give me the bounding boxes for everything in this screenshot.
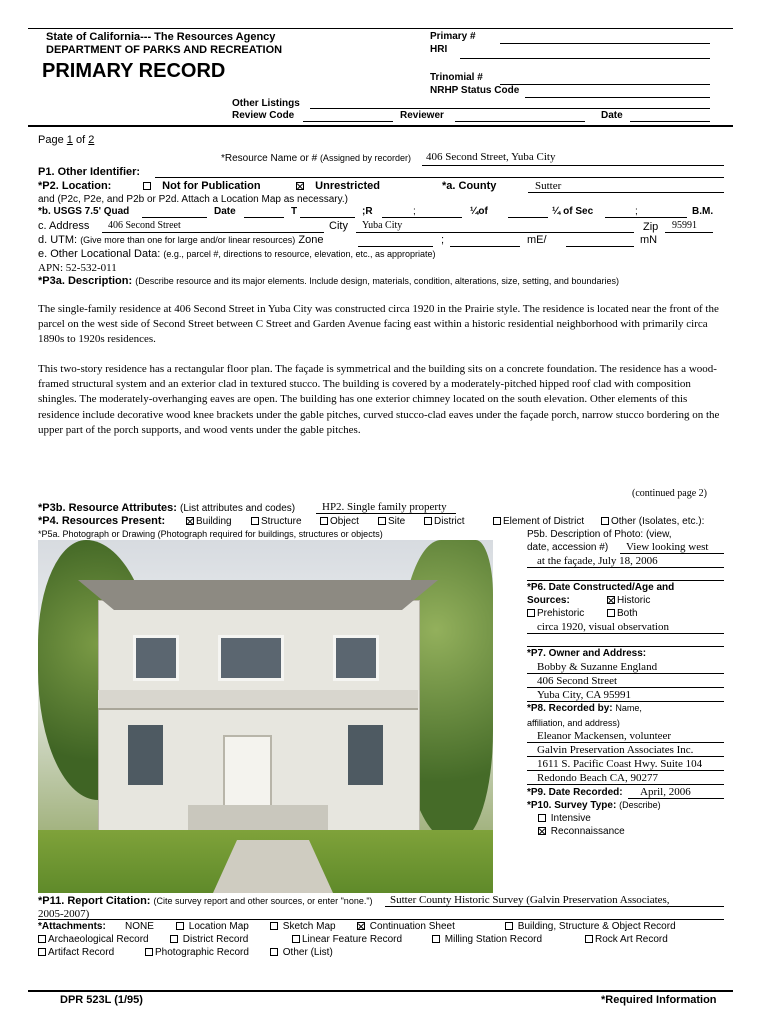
review-date-field[interactable] bbox=[630, 121, 710, 122]
p3a-label-row: *P3a. Description: (Describe resource and its major elements. Include design, materials, condition, alterations, size, setting, and boundaries) bbox=[38, 275, 619, 287]
p3b-value[interactable]: HP2. Single family property bbox=[322, 501, 447, 513]
resource-name-label: *Resource Name or # (Assigned by recorder) bbox=[221, 153, 411, 164]
intensive-checkbox[interactable] bbox=[538, 814, 546, 822]
p5b-label: P5b. Description of Photo: (view, bbox=[527, 529, 672, 540]
attach-artifact-record[interactable]: Artifact Record bbox=[38, 947, 114, 958]
p6-divider bbox=[527, 646, 724, 647]
p5b-label-2: date, accession #) bbox=[527, 542, 609, 553]
section-field[interactable] bbox=[605, 217, 687, 218]
continued-note: (continued page 2) bbox=[632, 488, 707, 499]
p1-label: P1. Other Identifier: bbox=[38, 166, 141, 178]
township-label: T bbox=[291, 206, 298, 217]
sketch-map-checkbox[interactable] bbox=[270, 922, 278, 930]
archaeological-record-checkbox[interactable] bbox=[38, 935, 46, 943]
zip-label: Zip bbox=[643, 221, 659, 233]
attach-milling-record[interactable]: Milling Station Record bbox=[432, 934, 542, 945]
attachments-none[interactable]: NONE bbox=[125, 921, 154, 932]
p8-line-1[interactable]: Eleanor Mackensen, volunteer bbox=[537, 730, 672, 742]
element-of-district-checkbox[interactable] bbox=[493, 517, 501, 525]
utm-easting-field[interactable] bbox=[450, 246, 520, 247]
p4-other-option[interactable]: Other (Isolates, etc.): bbox=[601, 516, 704, 527]
quarter-field[interactable] bbox=[508, 217, 548, 218]
attach-district-record[interactable]: District Record bbox=[170, 934, 248, 945]
p4-element-option[interactable]: Element of District bbox=[493, 516, 584, 527]
p4-building-option[interactable]: Building bbox=[186, 516, 232, 527]
range-label: ;R bbox=[362, 206, 373, 217]
review-code-field[interactable] bbox=[303, 121, 393, 122]
nrhp-field[interactable] bbox=[525, 97, 710, 98]
p1-field[interactable] bbox=[155, 177, 724, 178]
p8-line-3[interactable]: 1611 S. Pacific Coast Hwy. Suite 104 bbox=[537, 758, 703, 770]
department-name: DEPARTMENT OF PARKS AND RECREATION bbox=[46, 44, 283, 56]
linear-record-checkbox[interactable] bbox=[292, 935, 300, 943]
site-checkbox[interactable] bbox=[378, 517, 386, 525]
section-separator: ; bbox=[635, 206, 638, 217]
rock-art-record-checkbox[interactable] bbox=[585, 935, 593, 943]
trinomial-field[interactable] bbox=[500, 84, 710, 85]
utm-northing-field[interactable] bbox=[566, 246, 634, 247]
county-label: *a. County bbox=[442, 180, 497, 192]
house-photograph bbox=[38, 540, 493, 893]
agency-name: State of California--- The Resources Agency bbox=[46, 31, 276, 43]
p7-field-3 bbox=[527, 701, 724, 702]
object-checkbox[interactable] bbox=[320, 517, 328, 525]
p2-label: *P2. Location: bbox=[38, 180, 112, 192]
p3b-field bbox=[316, 513, 456, 514]
p4-district-option[interactable]: District bbox=[424, 516, 465, 527]
mn-label: mN bbox=[640, 234, 658, 246]
continuation-sheet-checkbox[interactable] bbox=[357, 922, 365, 930]
p10-reconnaissance-option[interactable]: Reconnaissance bbox=[538, 826, 625, 837]
p8-field-3 bbox=[527, 770, 724, 771]
nrhp-label: NRHP Status Code bbox=[430, 85, 520, 96]
attach-archaeological-record[interactable]: Archaeological Record bbox=[38, 934, 149, 945]
city-field bbox=[356, 232, 634, 233]
reviewer-field[interactable] bbox=[455, 121, 585, 122]
artifact-record-checkbox[interactable] bbox=[38, 948, 46, 956]
p11-field bbox=[385, 906, 724, 907]
header-rule bbox=[28, 125, 733, 127]
attach-sketch-map[interactable]: Sketch Map bbox=[270, 921, 336, 932]
p6-prehistoric-option[interactable]: Prehistoric bbox=[527, 608, 584, 619]
reviewer-label: Reviewer bbox=[400, 110, 444, 121]
quarter-sec-label: ¼ of Sec bbox=[552, 206, 594, 217]
range-field[interactable] bbox=[382, 217, 462, 218]
district-record-checkbox[interactable] bbox=[170, 935, 178, 943]
p5b-value-2[interactable]: at the façade, July 18, 2006 bbox=[537, 555, 658, 567]
p7-field-2 bbox=[527, 687, 724, 688]
unrestricted-option[interactable]: Unrestricted bbox=[296, 180, 380, 192]
reconnaissance-checkbox[interactable] bbox=[538, 827, 546, 835]
review-code-label: Review Code bbox=[232, 110, 295, 121]
historic-checkbox[interactable] bbox=[607, 596, 615, 604]
p7-field-1 bbox=[527, 673, 724, 674]
attach-continuation-sheet[interactable]: Continuation Sheet bbox=[357, 921, 455, 932]
form-title: PRIMARY RECORD bbox=[42, 60, 226, 82]
photographic-record-checkbox[interactable] bbox=[145, 948, 153, 956]
p9-value[interactable]: April, 2006 bbox=[640, 786, 691, 798]
p7-label: *P7. Owner and Address: bbox=[527, 648, 647, 659]
usgs-date-field[interactable] bbox=[244, 217, 284, 218]
primary-label: Primary # bbox=[430, 31, 476, 42]
other-listings-label: Other Listings bbox=[232, 98, 300, 109]
attach-other-list[interactable]: Other (List) bbox=[270, 947, 333, 958]
p4-label: *P4. Resources Present: bbox=[38, 515, 166, 527]
p9-label: *P9. Date Recorded: bbox=[527, 787, 623, 798]
top-rule bbox=[28, 28, 733, 29]
structure-checkbox[interactable] bbox=[251, 517, 259, 525]
p5b-divider bbox=[527, 580, 724, 581]
p10-label-row: *P10. Survey Type: (Describe) bbox=[527, 800, 661, 811]
other-locational-label: e. Other Locational Data: (e.g., parcel #, directions to resource, elevation, etc., as appropriate) bbox=[38, 248, 436, 260]
p7-line-1[interactable]: Bobby & Suzanne England bbox=[537, 661, 658, 673]
attach-location-map[interactable]: Location Map bbox=[176, 921, 249, 932]
required-info-note: *Required Information bbox=[601, 994, 717, 1006]
zip-field bbox=[665, 232, 713, 233]
p5b-field-2 bbox=[527, 567, 724, 568]
p5b-field-1 bbox=[620, 553, 724, 554]
p3b-label-row: *P3b. Resource Attributes: (List attributes and codes) bbox=[38, 502, 296, 514]
utm-zone-field[interactable] bbox=[358, 246, 433, 247]
p8-line-2[interactable]: Galvin Preservation Associates Inc. bbox=[537, 744, 694, 756]
address-value[interactable]: 406 Second Street bbox=[108, 220, 181, 231]
not-for-publication-checkbox[interactable] bbox=[143, 182, 151, 190]
p6-both-option[interactable]: Both bbox=[607, 608, 638, 619]
p8-field-1 bbox=[527, 742, 724, 743]
p6-sources-label: Sources: bbox=[527, 595, 570, 606]
zip-value[interactable]: 95991 bbox=[672, 220, 697, 231]
usgs-quad-label: *b. USGS 7.5' Quad bbox=[38, 206, 130, 217]
primary-field[interactable] bbox=[500, 43, 710, 44]
other-listings-field[interactable] bbox=[310, 108, 710, 109]
attach-building-record[interactable]: Building, Structure & Object Record bbox=[505, 921, 676, 932]
footer-rule bbox=[28, 990, 733, 992]
apn-value[interactable]: APN: 52-532-011 bbox=[38, 262, 117, 274]
city-value[interactable]: Yuba City bbox=[362, 220, 403, 231]
p11-field-2 bbox=[38, 919, 724, 920]
p8-line-4[interactable]: Redondo Beach CA, 90277 bbox=[537, 772, 658, 784]
utm-label: d. UTM: (Give more than one for large and/or linear resources) Zone bbox=[38, 234, 324, 246]
p4-site-option[interactable]: Site bbox=[378, 516, 405, 527]
township-field[interactable] bbox=[300, 217, 355, 218]
p7-line-2[interactable]: 406 Second Street bbox=[537, 675, 618, 687]
county-field bbox=[528, 192, 724, 193]
date-label: Date bbox=[601, 110, 623, 121]
county-value[interactable]: Sutter bbox=[535, 180, 562, 192]
attach-linear-record[interactable]: Linear Feature Record bbox=[292, 934, 402, 945]
other-list-checkbox[interactable] bbox=[270, 948, 278, 956]
attach-photographic-record[interactable]: Photographic Record bbox=[145, 947, 249, 958]
hri-field[interactable] bbox=[460, 58, 710, 59]
p7-line-3[interactable]: Yuba City, CA 95991 bbox=[537, 689, 632, 701]
milling-record-checkbox[interactable] bbox=[432, 935, 440, 943]
p10-intensive-option[interactable]: Intensive bbox=[538, 813, 591, 824]
p8-field-2 bbox=[527, 756, 724, 757]
unrestricted-checkbox[interactable] bbox=[296, 182, 304, 190]
resource-name-value[interactable]: 406 Second Street, Yuba City bbox=[426, 151, 556, 163]
p8-field-4 bbox=[527, 784, 724, 785]
description-paragraph-1: The single-family residence at 406 Second Street in Yuba City was constructed circa 1920 in the Prairie style. The residence is located near the front of the parcel on the west side of Second Street between C Street and Garden Avenue facing east within a historic residential neighborhood with primarily circa 1890s to 1920s residences. bbox=[38, 303, 719, 346]
p6-label: *P6. Date Constructed/Age and bbox=[527, 582, 675, 593]
bm-label: B.M. bbox=[692, 206, 714, 217]
address-field bbox=[102, 232, 324, 233]
trinomial-label: Trinomial # bbox=[430, 72, 483, 83]
p11-label-row: *P11. Report Citation: (Cite survey report and other sources, or enter "none.") bbox=[38, 895, 373, 907]
hri-label: HRI bbox=[430, 44, 448, 55]
not-for-publication-option[interactable]: Not for Publication bbox=[143, 180, 261, 192]
p6-value[interactable]: circa 1920, visual observation bbox=[537, 621, 669, 633]
p8-label-row: *P8. Recorded by: Name, bbox=[527, 703, 642, 714]
range-separator: ; bbox=[413, 206, 416, 217]
page-indicator: Page 1 of 2 bbox=[38, 134, 95, 146]
p2-and-note: and (P2c, P2e, and P2b or P2d. Attach a Location Map as necessary.) bbox=[38, 194, 348, 205]
p5a-label: *P5a. Photograph or Drawing (Photograph required for buildings, structures or objects) bbox=[38, 529, 383, 539]
attach-rock-art-record[interactable]: Rock Art Record bbox=[585, 934, 668, 945]
p4-structure-option[interactable]: Structure bbox=[251, 516, 302, 527]
me-label: mE/ bbox=[527, 234, 547, 246]
city-label: City bbox=[329, 220, 348, 232]
prehistoric-checkbox[interactable] bbox=[527, 609, 535, 617]
p4-object-option[interactable]: Object bbox=[320, 516, 359, 527]
p11-value[interactable]: Sutter County Historic Survey (Galvin Preservation Associates, bbox=[390, 894, 670, 906]
p6-field bbox=[527, 633, 724, 634]
location-map-checkbox[interactable] bbox=[176, 922, 184, 930]
building-record-checkbox[interactable] bbox=[505, 922, 513, 930]
utm-separator: ; bbox=[441, 234, 445, 246]
address-label: c. Address bbox=[38, 220, 90, 232]
usgs-quad-field[interactable] bbox=[142, 217, 207, 218]
building-checkbox[interactable] bbox=[186, 517, 194, 525]
other-checkbox[interactable] bbox=[601, 517, 609, 525]
district-checkbox[interactable] bbox=[424, 517, 432, 525]
quarter-of-label: ¼of bbox=[470, 206, 488, 217]
description-paragraph-2: This two-story residence has a rectangular floor plan. The façade is symmetrical and the building sits on a concrete foundation. The residence has a wood-framed structural system and an exterior clad in textured stucco. The building is covered by a moderately-pitched hipped roof clad with composition shingles. The moderately-overhanging eaves are open. The building has one exterior chimney located on the south elevation. Other elements of this residence include decorative wood knee brackets under the gable pitches, curved stucco-clad eaves under the façade porch, narrow stucco bordering on the upper part of the porch supports, and wood vents under the gable pitches. bbox=[38, 363, 720, 436]
usgs-date-label: Date bbox=[214, 206, 236, 217]
form-id: DPR 523L (1/95) bbox=[60, 994, 143, 1006]
p6-historic-option[interactable]: Historic bbox=[607, 595, 650, 606]
p8-label-2: affiliation, and address) bbox=[527, 718, 620, 728]
resource-name-field bbox=[422, 165, 724, 166]
attachments-label: *Attachments: bbox=[38, 921, 106, 932]
p11-value-2[interactable]: 2005-2007) bbox=[38, 908, 90, 920]
p5b-value-1[interactable]: View looking west bbox=[626, 541, 709, 553]
both-checkbox[interactable] bbox=[607, 609, 615, 617]
p9-field bbox=[628, 798, 724, 799]
